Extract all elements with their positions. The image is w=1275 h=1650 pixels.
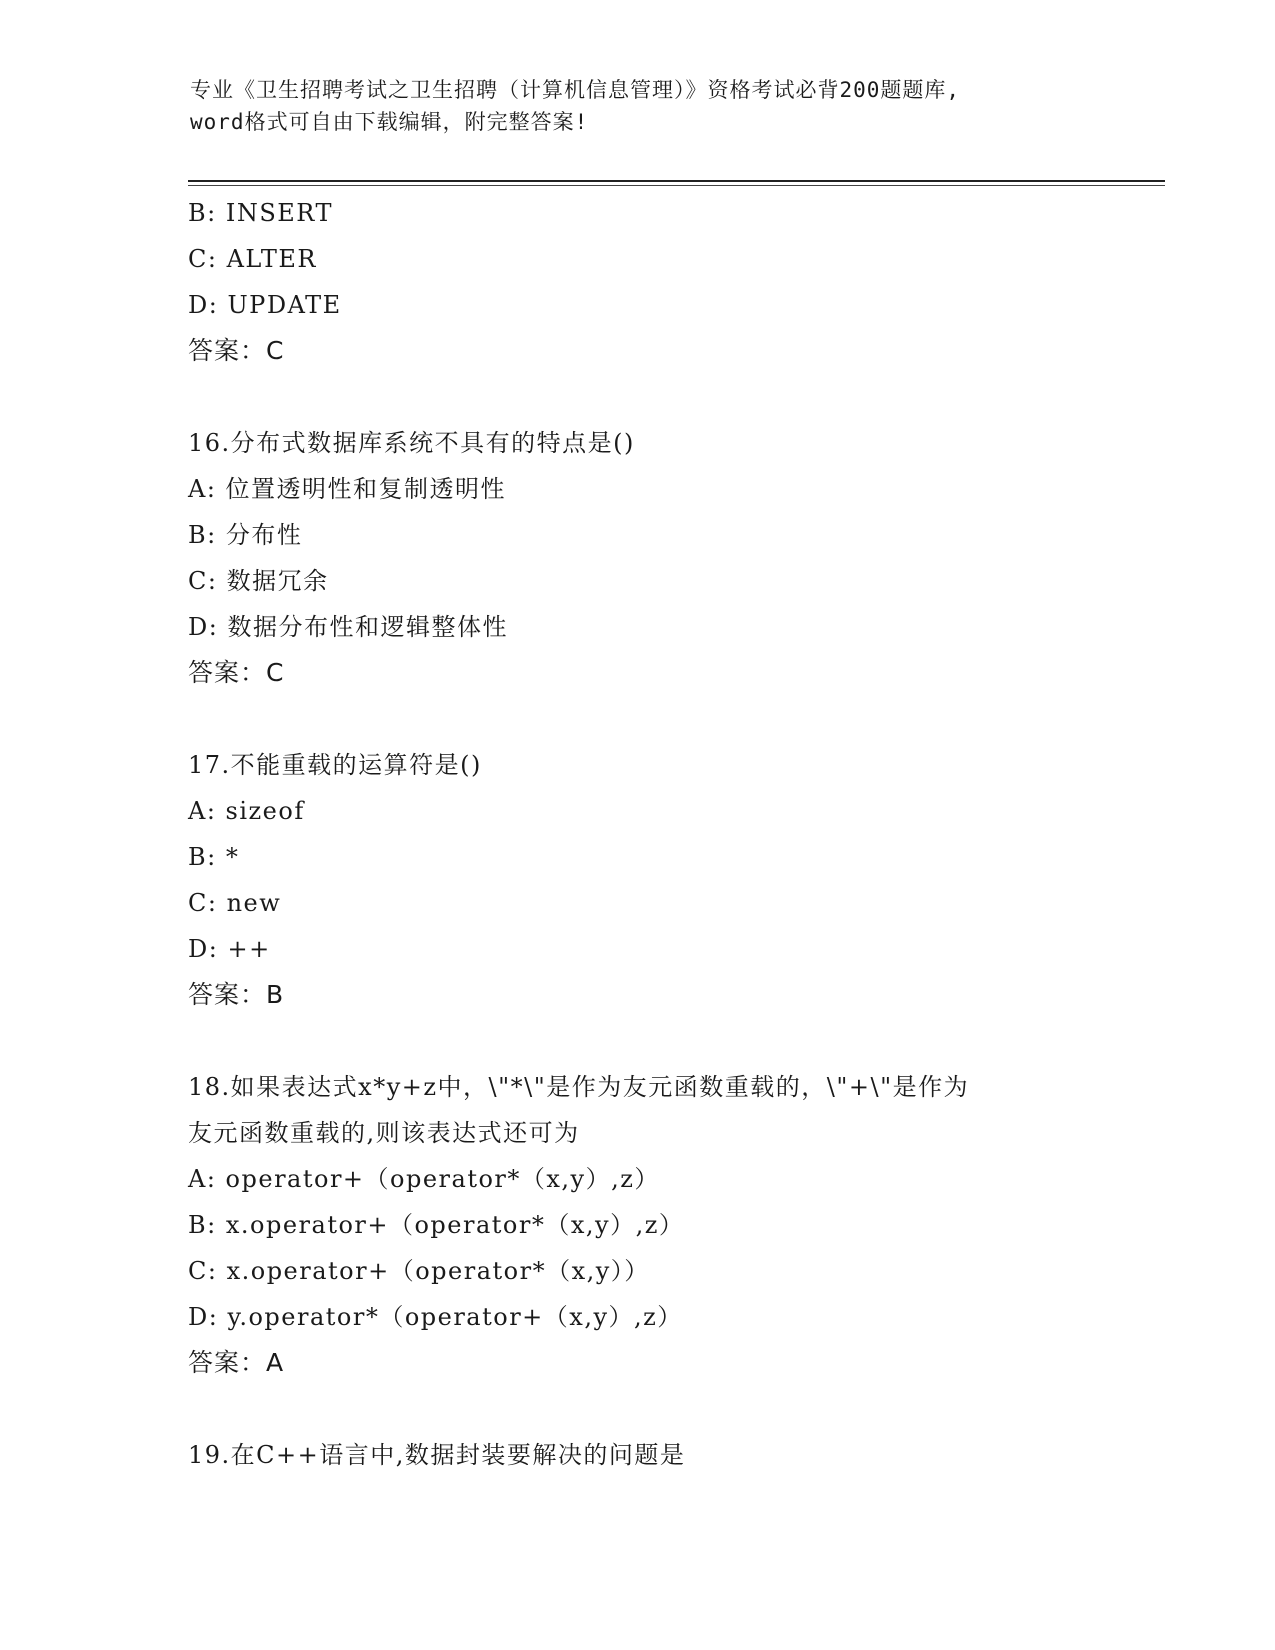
question-list [188, 190, 1148, 1478]
option-c: C: new [188, 889, 282, 917]
option-d: D: 数据分布性和逻辑整体性 [188, 613, 508, 641]
question-15-tail [188, 190, 1148, 374]
question-text-line-2: 友元函数重载的,则该表达式还可为 [188, 1119, 580, 1147]
header-line-1: 专业《卫生招聘考试之卫生招聘（计算机信息管理）》资格考试必背200题题库, [190, 78, 961, 102]
option-b: B: INSERT [188, 199, 333, 227]
option-a: A: operator+（operator*（x,y）,z） [188, 1165, 660, 1193]
header-divider-thick [188, 180, 1165, 182]
document-header [190, 74, 1090, 138]
option-b: B: 分布性 [188, 521, 303, 549]
question-18 [188, 1064, 1148, 1386]
question-text-line-1: 18.如果表达式x*y+z中，\"*\"是作为友元函数重载的，\"+\"是作为 [188, 1073, 970, 1101]
answer-label: 答案：C [188, 658, 285, 687]
option-c: C: 数据冗余 [188, 567, 329, 595]
option-a: A: sizeof [188, 797, 305, 825]
header-divider-thin [188, 185, 1165, 186]
option-c: C: x.operator+（operator*（x,y）） [188, 1257, 650, 1285]
option-a: A: 位置透明性和复制透明性 [188, 475, 507, 503]
header-line-2: word格式可自由下载编辑，附完整答案! [190, 110, 589, 134]
option-d: D: ++ [188, 935, 271, 963]
question-19 [188, 1432, 1148, 1478]
answer-label: 答案：B [188, 980, 285, 1009]
option-d: D: y.operator*（operator+（x,y）,z） [188, 1303, 683, 1331]
answer-label: 答案：C [188, 336, 285, 365]
question-text: 19.在C++语言中,数据封装要解决的问题是 [188, 1441, 686, 1469]
option-b: B: x.operator+（operator*（x,y）,z） [188, 1211, 685, 1239]
question-16 [188, 420, 1148, 696]
question-text: 17.不能重载的运算符是() [188, 751, 482, 779]
option-b: B: * [188, 843, 240, 871]
answer-label: 答案：A [188, 1348, 285, 1377]
question-17 [188, 742, 1148, 1018]
option-c: C: ALTER [188, 245, 317, 273]
option-d: D: UPDATE [188, 291, 342, 319]
question-text: 16.分布式数据库系统不具有的特点是() [188, 429, 635, 457]
